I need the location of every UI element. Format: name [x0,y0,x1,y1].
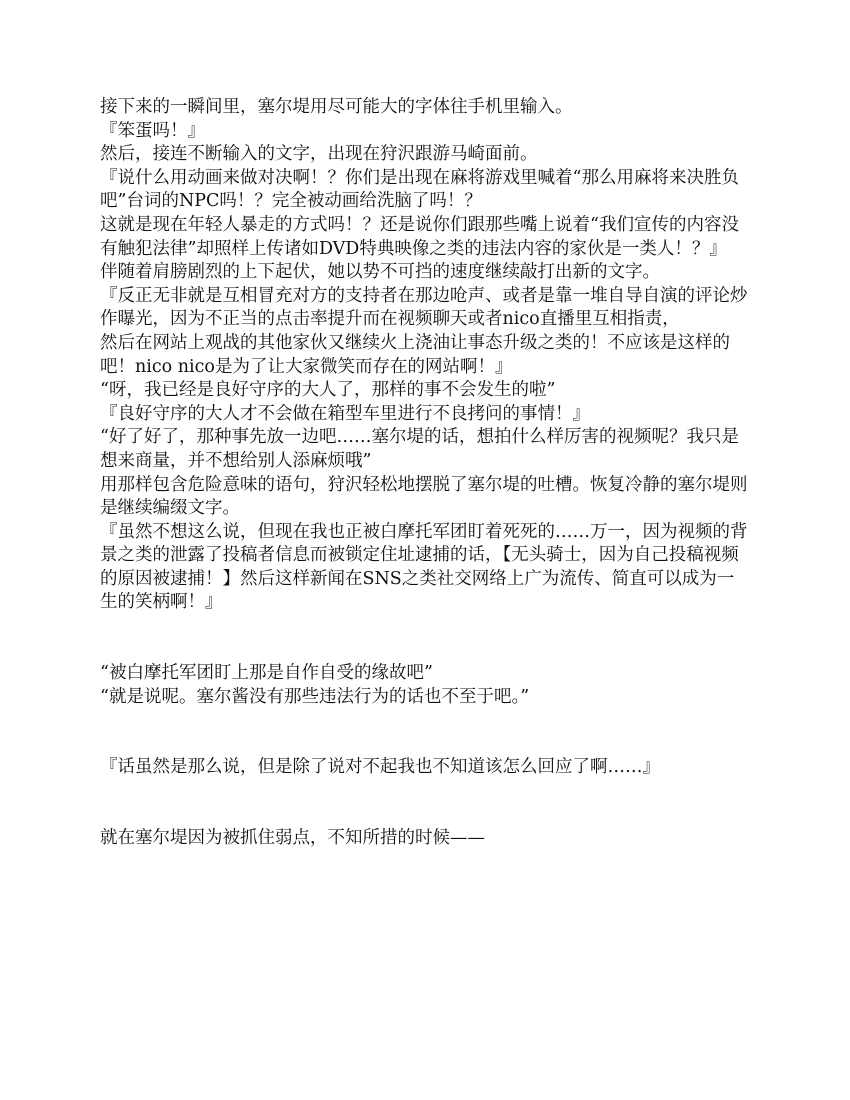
paragraph: 就在塞尔堤因为被抓住弱点，不知所措的时候—— [100,827,485,848]
paragraph: “就是说呢。塞尔酱没有那些违法行为的话也不至于吧。” [100,686,530,707]
paragraph-spacer [100,780,748,827]
paragraph-spacer [100,709,748,756]
paragraph: 这就是现在年轻人暴走的方式吗！？还是说你们跟那些嘴上说着“我们宣传的内容没有触犯法律”却照样上传诸如DVD特典映像之类的违法内容的家伙是一类人！？』 [100,214,739,259]
paragraph: 伴随着肩膀剧烈的上下起伏，她以势不可挡的速度继续敲打出新的文字。 [100,262,660,283]
paragraph: 接下来的一瞬间里，塞尔堤用尽可能大的字体往手机里输入。 [100,97,573,117]
paragraph: 『反正无非就是互相冒充对方的支持者在那边呛声、或者是靠一堆自导自演的评论炒作曝光，因为不正当的点击率提升而在视频聊天或者nico直播里互相指责， [100,285,748,330]
paragraph: 『良好守序的大人才不会做在箱型车里进行不良拷问的事情！』 [100,403,590,424]
paragraph: 然后，接连不断输入的文字，出现在狩沢跟游马崎面前。 [100,144,538,165]
paragraph-spacer [100,615,748,662]
paragraph: 然后在网站上观战的其他家伙又继续火上浇油让事态升级之类的！不应该是这样的吧！nico nico是为了让大家微笑而存在的网站啊！』 [100,332,730,377]
paragraph: 『说什么用动画来做对决啊！？你们是出现在麻将游戏里喊着“那么用麻将来决胜负吧”台词的NPC吗！？完全被动画给洗脑了吗！？ [100,167,739,212]
paragraph: “好了好了，那种事先放一边吧……塞尔堤的话，想拍什么样厉害的视频呢？我只是想来商量，并不想给别人添麻烦哦” [100,427,739,471]
paragraph: “呀，我已经是良好守序的大人了，那样的事不会发生的啦” [100,380,556,401]
paragraph: 『话虽然是那么说，但是除了说对不起我也不知道该怎么回应了啊……』 [100,757,660,778]
paragraph: 『笨蛋吗！』 [100,120,205,141]
paragraph: 用那样包含危险意味的语句，狩沢轻松地摆脱了塞尔堤的吐槽。恢复冷静的塞尔堤则是继续编缀文字。 [100,474,748,519]
document-body [100,96,748,850]
paragraph: 『虽然不想这么说，但现在我也正被白摩托军团盯着死死的……万一，因为视频的背景之类的泄露了投稿者信息而被锁定住址逮捕的话，【无头骑士，因为自己投稿视频的原因被逮捕！】然后这样新闻在SNS之类社交网络上广为流传、简直可以成为一生的笑柄啊！』 [100,521,748,613]
paragraph: “被白摩托军团盯上那是自作自受的缘故吧” [100,663,433,684]
